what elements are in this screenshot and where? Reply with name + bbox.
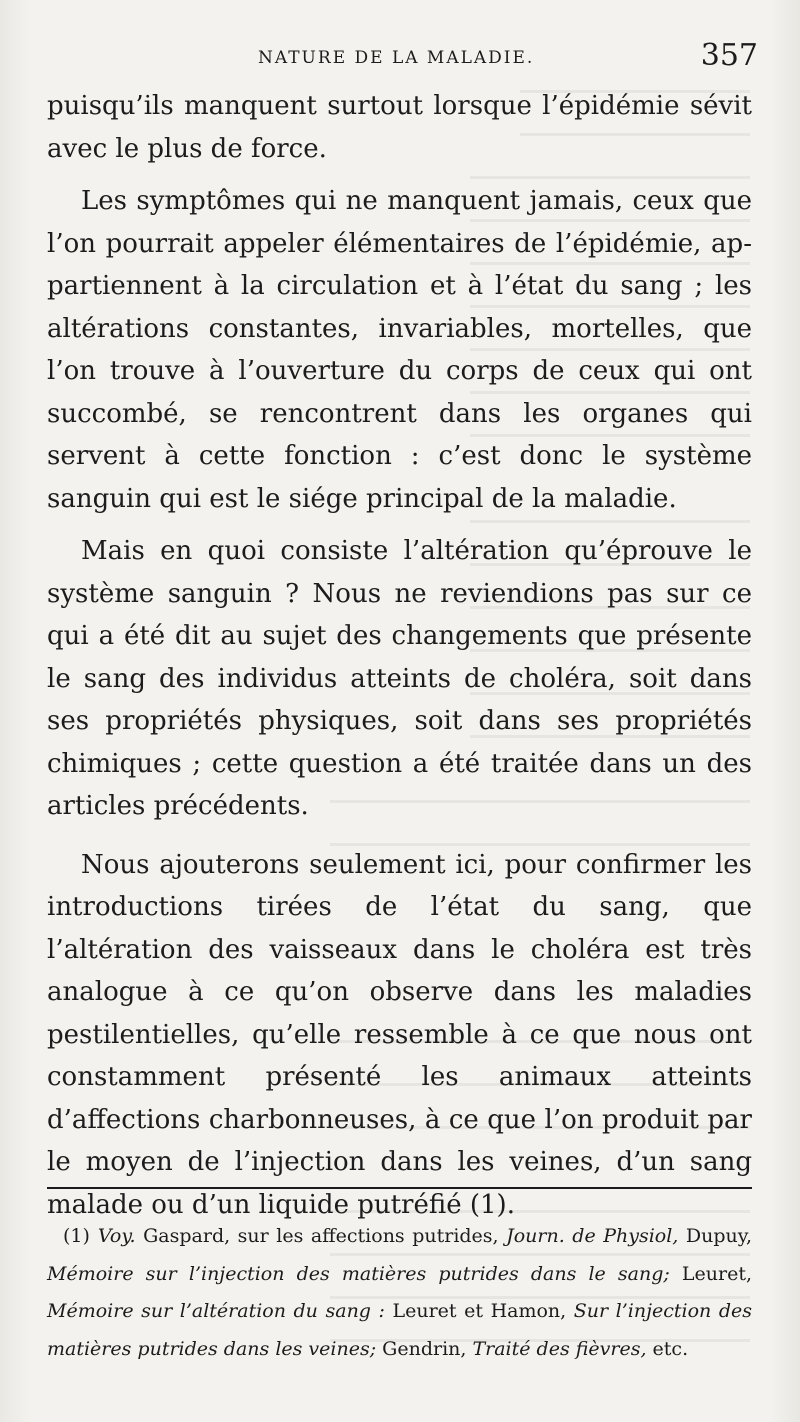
footnote (47, 1218, 752, 1368)
footnote-segment: Mémoire sur l’injection des matières putrides dans le sang; (47, 1262, 670, 1285)
paragraph: Les symptômes qui ne manquent jamais, ceux que l’on pourrait appeler élémentaires de l’épidémie, appartiennent à la circulation et à l’état du sang ; les altérations constantes, invariables, mortelles, que l’on trouve à l’ouverture du corps de ceux qui ont succombé, se rencontrent dans les organes qui servent à cette fonction : c’est donc le système sanguin qui est le siége principal de la maladie. (47, 186, 752, 514)
footnote-segment: Voy. (97, 1225, 136, 1247)
footnote-segment: Gaspard, sur les affections putrides, (135, 1225, 507, 1247)
footnote-segment: Mémoire sur l’altération du sang : (47, 1300, 385, 1322)
running-title: NATURE DE LA MALADIE. (258, 48, 535, 68)
footnote-segment: Dupuy, (678, 1225, 752, 1247)
paragraph: Nous ajouterons seulement ici, pour confirmer les introductions tirées de l’état du sang, que l’altération des vaisseaux dans le choléra est très analogue à ce qu’on observe dans les maladies pestilentielles, qu’elle ressemble à ce que nous ont constamment présenté les animaux atteints d’affections charbonneuses, à ce que l’on produit par le moyen de l’injection dans les veines, d’un sang malade ou d’un liquide putréfié (1). (47, 849, 752, 1220)
footnote-segment: Gendrin, (376, 1337, 473, 1360)
footnote-segment: Journ. de Physiol, (506, 1225, 679, 1247)
footnote-separator (47, 1187, 752, 1189)
paragraph: Mais en quoi consiste l’altération qu’éprouve le système sanguin ? Nous ne reviendions pas sur ce qui a été dit au sujet des changements que présente le sang des individus atteints de choléra, soit dans ses propriétés physiques, soit dans ses propriétés chimiques ; cette question a été traitée dans un des articles précédents. (47, 536, 752, 821)
main-text (47, 85, 752, 1226)
running-head (0, 38, 800, 78)
page-number: 357 (700, 38, 758, 73)
footnote-segment: Traité des fièvres, (472, 1337, 647, 1360)
footnote-marker: (1) (63, 1225, 90, 1247)
footnote-segment: Sur l’injection des matières putrides dans les veines; (47, 1300, 752, 1360)
paragraph-continuation: puisqu’ils manquent surtout lorsque l’épidémie sévit avec le plus de force. (47, 91, 752, 164)
footnote-segment: Leuret et Hamon, (384, 1300, 574, 1322)
footnote-segment: etc. (646, 1337, 689, 1360)
footnote-segment: Leuret, (669, 1262, 753, 1285)
